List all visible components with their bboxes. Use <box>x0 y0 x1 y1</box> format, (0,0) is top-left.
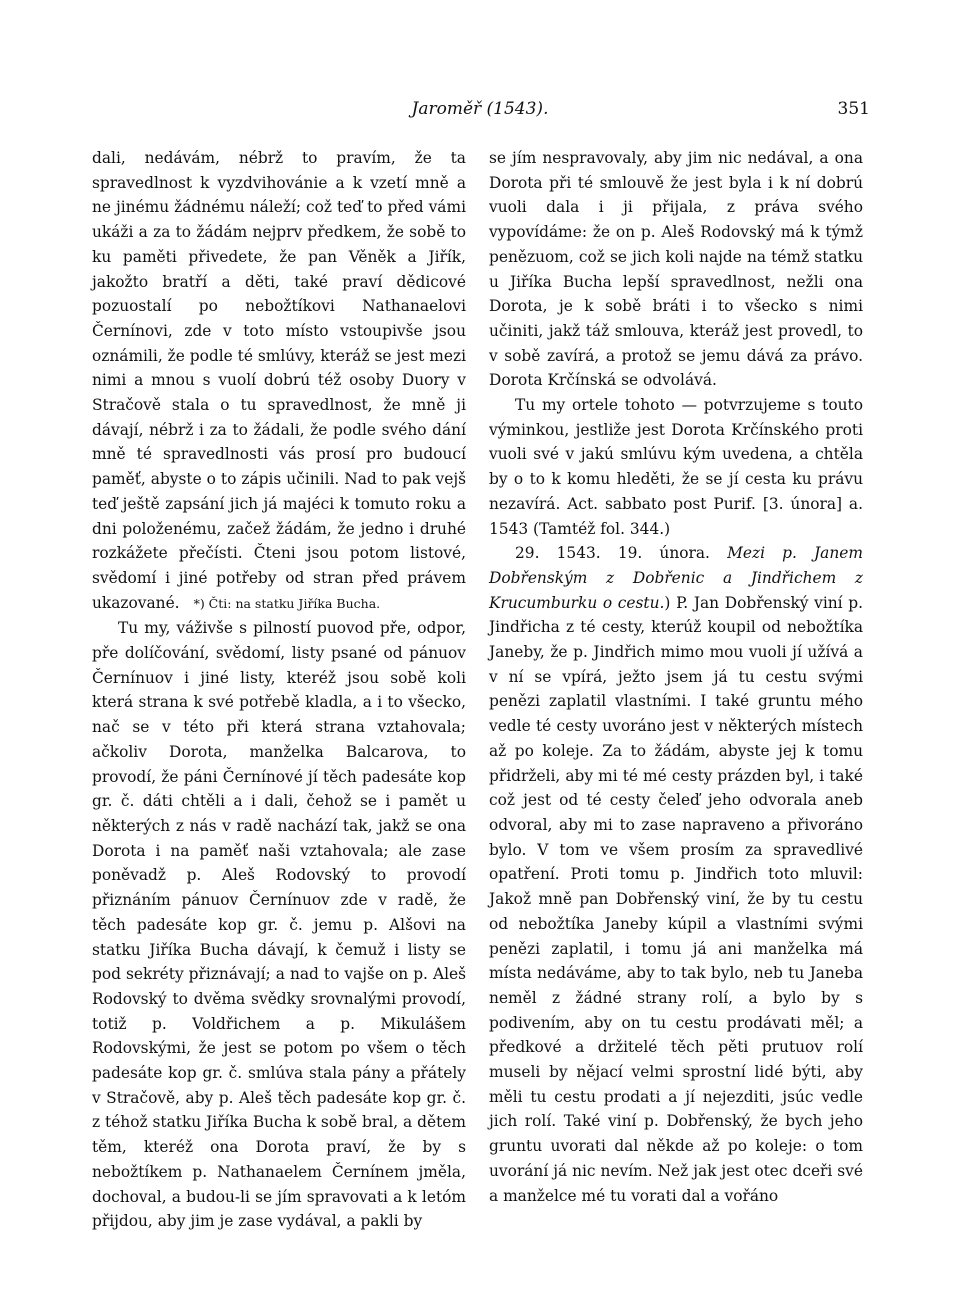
left-column <box>92 146 466 1234</box>
entry-heading-tail: ) P. Jan Dobřenský viní <box>664 593 843 612</box>
page-header <box>90 98 870 128</box>
right-paragraph-2: Tu my ortele tohoto — potvrzujeme s touto výminkou, jestliže jest Dorota Krčínského proti vuoli své v jakú smlúvu kým uvedena, a chtěla by o to k komu hleděti, že se jí cesta ku právu nezavírá. Act. sabbato post Purif. [3. února] a. 1543 (Tamtéž fol. 344.) <box>489 396 863 538</box>
entry-heading <box>489 541 863 1208</box>
page-number: 351 <box>837 99 870 119</box>
entry-heading-title: Mezi p. Janem Dobřenským z Dobřenic a Jindřichem z Krucumburku o cestu. <box>489 544 863 612</box>
left-paragraph-2: Tu my, váživše s pilností puovod pře, odpor, pře dolíčování, svědomí, listy psané od pánuov Černínuov i jiné listy, kteréž jsou sobě koli která strana k své potřebě kladla, a i to všecko, nač se v této při která strana vztahovala; ačkoliv Dorota, manželka Balcarova, to provodí, že páni Černínové jí těch padesáte kop gr. č. dáti chtěli a i dali, čehož se i pamět u některých z nás v radě nachází tak, jakž se ona Dorota i na paměť naši vztahovala; ale zase poněvadž p. Aleš Rodovský to provodí přiznáním pánuov Černínuov zde v radě, že těch padesáte kop gr. č. jemu p. Alšovi na statku Jiříka Bucha dávají, k čemuž i listy se pod sekréty přiznávají; a nad to vajše on p. Aleš Rodovský to dvěma svědky srovnalými provodí, totiž p. Voldřichem a p. Mikulášem Rodovskými, že jest se potom po všem o těch padesáte kop gr. č. smlúva stala pány a přátely v Stračově, aby p. Aleš těch padesáte kop gr. č. z téhož statku Jiříka Bucha k sobě bral, a dětem těm, kteréž ona Dorota praví, že by s nebožtíkem p. Nathanaelem Černínem jměla, dochoval, a budou-li se jím spravovati a k letóm přijdou, aby jim je zase vydával, a pakli by <box>92 619 466 1231</box>
right-paragraph-3: p. Jindřicha z té cesty, kterúž koupil od nebožtíka Janeby, že p. Jindřich mimo mou vuoli jí užívá a v ní se vpírá, ježto jsem já tu cestu svými penězi zaplatil vlastními. I také gruntu mého vedle té cesty uvoráno jest v některých místech až po koleje. Za to žádám, abyste jej k tomu přidrželi, aby mi té mé cesty prázden byl, i také což jest od té cesty čeleď jeho odvorala aneb odvoral, aby mi to zase napraveno a přivoráno bylo. V tom ve všem prosím za spravedlivé opatření. Proti tomu p. Jindřich toto mluvil: Jakož mně pan Dobřenský viní, že by tu cestu od nebožtíka Janeby kúpil a vlastními svými penězi zaplatil, i tomu já ani manželka má místa nedáváme, aby to tak bylo, neb tu Janeba neměl z žádné strany rolí, a bylo by s podivením, aby on tu cestu prodávati měl; a předkové a držitelé těch pěti prutuov rolí museli by nějací velmi sprostní lidé býti, aby měli tu cestu prodati a jí nejezditi, jsúc vedle jich rolí. Také viní p. Dobřenský, že bych jeho gruntu uvorati dal někde až po koleje: o tom uvorání já nic nevím. Než jak jest otec dceři své a manželce mé tu vorati dal a vořáno <box>489 593 863 1205</box>
right-paragraph-1: se jím nespravovaly, aby jim nic nedával, a ona Dorota při té smlouvě že jest byla i k ní dobrú vuoli dala i ji přijala, z práva svého vypovídáme: že on p. Aleš Rodovský má k týmž penězuom, což se jich koli najde na témž statku u Jiříka Bucha lepší spravedlnost, nežli ona Dorota, je k sobě bráti i to všecko s nimi učiniti, jakž táž smlouva, kteráž jest provedl, to v sobě zavírá, a protož se jemu dává za právo. Dorota Krčínská se odvolává. <box>489 149 863 390</box>
entry-heading-number-date: 29. 1543. 19. února. <box>515 544 710 563</box>
footnote: *) Čti: na statku Jiříka Bucha. <box>193 595 381 611</box>
right-column <box>489 146 863 1208</box>
running-title: Jaroměř (1543). <box>411 99 549 119</box>
left-paragraph-1-text: dali, nedávám, nébrž to pravím, že ta spravedlnost k vyzdvihovánie a k vzetí mně a ne jinému žádnému náleží; což teď to před vámi ukáži a za to žádám nejprv předkem, že sobě to ku paměti přivedete, že pan Věněk a Jiřík, jakožto bratří a děti, také praví dědicové pozuostalí po nebožtíkovi Nathanaelovi Černínovi, zde v toto místo vstoupivše jsou oznámili, že podle té smlúvy, kteráž se jest mezi nimi a mnou s vuolí dobrú též osoby Duory v Stračově stala o tu spravedlnost, že mně ji dávají, nébrž i za to žádali, že podle svého dání mně té spravedlnosti vás prosí pro budoucí paměť, abyste o to zápis učinili. Nad to pak vejš teď ještě zapsání jich já majéci k tomuto roku a dni položenému, začež žádám, že jedno i druhé rozkážete přečísti. Čteni jsou potom listové, svědomí i jiné potřeby od stran před právem ukazované. <box>92 149 466 612</box>
left-paragraph-1 <box>92 146 466 616</box>
